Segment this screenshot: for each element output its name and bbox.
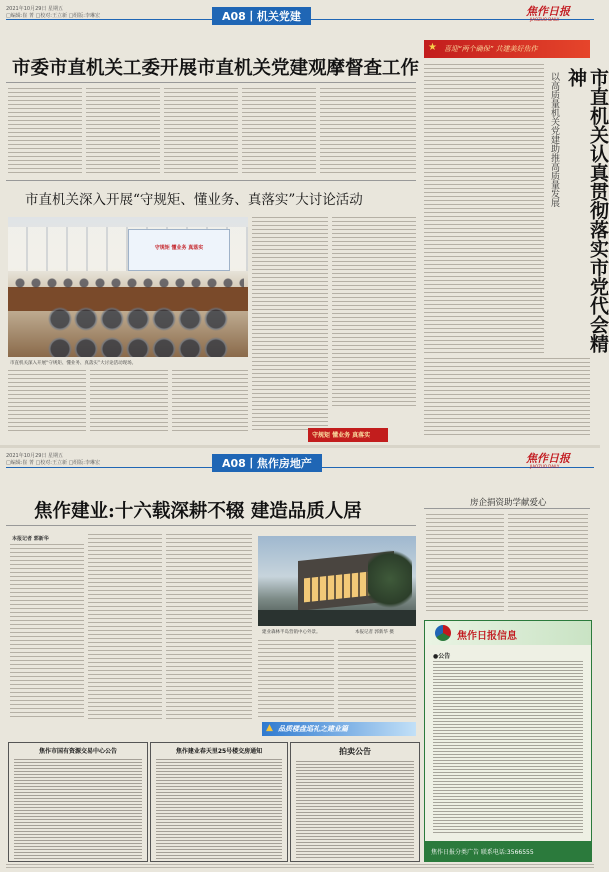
building-photo	[258, 536, 416, 626]
footer-strip	[6, 864, 594, 870]
projection-screen-text: 守规矩 懂业务 真落实	[154, 245, 204, 251]
page-separator	[0, 445, 600, 448]
article2-footer-tag	[308, 428, 388, 442]
logo-bottom: 焦作日报	[526, 452, 570, 465]
classified-box	[424, 620, 592, 862]
article1-col-4	[242, 88, 316, 174]
party-emblem-icon: ★	[428, 42, 437, 53]
editor-line-top: □编辑:崔 菁 □校对:王立新 □组版:李琳宏	[6, 13, 100, 19]
side-story-col-2	[508, 514, 588, 614]
notice-box-3	[290, 742, 420, 862]
section-tab-top[interactable]: A08丨机关党建	[212, 7, 311, 25]
notice-box-2	[150, 742, 288, 862]
article4-byline: 本报记者 郭新华	[12, 536, 49, 542]
banner-text-top: 喜迎“两个确保” 共建美好焦作	[444, 45, 538, 53]
side-story-rule	[424, 508, 590, 509]
notice-title-3[interactable]: 拍卖公告	[339, 747, 371, 756]
article2-headline[interactable]: 市直机关深入开展“守规矩、懂业务、真落实”大讨论活动	[25, 192, 363, 208]
article1-col-1	[8, 88, 82, 174]
banner-top	[424, 40, 590, 58]
classified-footer	[425, 841, 591, 861]
notice-body-1	[14, 759, 142, 859]
article4-col-2	[88, 534, 162, 720]
article1-col-3	[164, 88, 238, 174]
classified-title: 焦作日报信息	[457, 631, 517, 642]
article2-rule	[6, 180, 416, 181]
real-estate-banner	[262, 722, 416, 736]
editor-line-bottom: □编辑:崔 菁 □校对:王立新 □组版:李琳宏	[6, 460, 100, 466]
article4-col-3	[166, 534, 252, 720]
side-story-title[interactable]: 房企捐资助学献爱心	[470, 498, 547, 508]
notice-box-1	[8, 742, 148, 862]
article3-col-1	[424, 64, 544, 354]
article2-col-1	[8, 370, 86, 432]
article3-col-2	[424, 358, 590, 438]
classified-listings	[433, 661, 583, 833]
classified-sub-label: ●公告	[433, 653, 451, 660]
meeting-photo-caption: 市直机关深入开展“守规矩、懂业务、真落实”大讨论活动现场。	[10, 361, 137, 366]
classified-header	[425, 621, 591, 645]
notice-title-1[interactable]: 焦作市国有资源交易中心公告	[38, 748, 117, 755]
classified-logo-icon	[435, 625, 451, 641]
logo-top: 焦作日报	[526, 5, 570, 18]
side-story-col-1	[426, 514, 504, 614]
article2-footer-tag-text: 守规矩 懂业务 真落实	[312, 432, 371, 439]
notice-title-2[interactable]: 焦作建业春天里25号楼交房通知	[175, 748, 263, 755]
logo-sub-bottom: JIAOZUO DAILY	[530, 464, 560, 469]
building-photo-caption: 建业森林半岛营销中心外景。	[262, 630, 321, 635]
article1-col-5	[320, 88, 416, 174]
article4-rule	[6, 525, 416, 526]
article3-vertical-sub: 以高质量机关党建助推高质量发展	[549, 72, 559, 207]
article2-col-2	[90, 370, 168, 432]
classified-footer-text: 焦作日报分类广告 联系电话:3566555	[431, 849, 534, 856]
article2-col-4	[252, 217, 328, 432]
date-line-bottom: 2021年10月29日 星期五	[6, 453, 64, 459]
notice-body-2	[156, 759, 282, 859]
article3-vertical-headline[interactable]: 市直机关认真贯彻落实市党代会精神	[565, 68, 609, 353]
article1-rule	[6, 82, 416, 83]
article4-col-1	[10, 544, 84, 720]
date-line-top: 2021年10月29日 星期五	[6, 6, 64, 12]
real-estate-banner-text: 品质楼盘巡礼之建业篇	[278, 725, 348, 733]
projection-screen	[128, 229, 230, 271]
article4-headline[interactable]: 焦作建业:十六载深耕不辍 建造品质人居	[34, 501, 362, 522]
meeting-photo	[8, 217, 248, 357]
building-photo-credit: 本报记者 郭新华 摄	[355, 630, 394, 635]
article1-col-2	[86, 88, 160, 174]
logo-sub-top: JIAOZUO DAILY	[530, 17, 560, 22]
article1-headline[interactable]: 市委市直机关工委开展市直机关党建观摩督查工作	[12, 58, 420, 79]
article4-col-4	[258, 640, 334, 720]
article2-col-5	[332, 217, 416, 407]
article4-col-5	[338, 640, 416, 720]
section-tab-bottom[interactable]: A08丨焦作房地产	[212, 454, 322, 472]
notice-body-3	[296, 761, 414, 859]
building-icon: ▲	[266, 723, 273, 733]
article2-col-3	[172, 370, 248, 432]
